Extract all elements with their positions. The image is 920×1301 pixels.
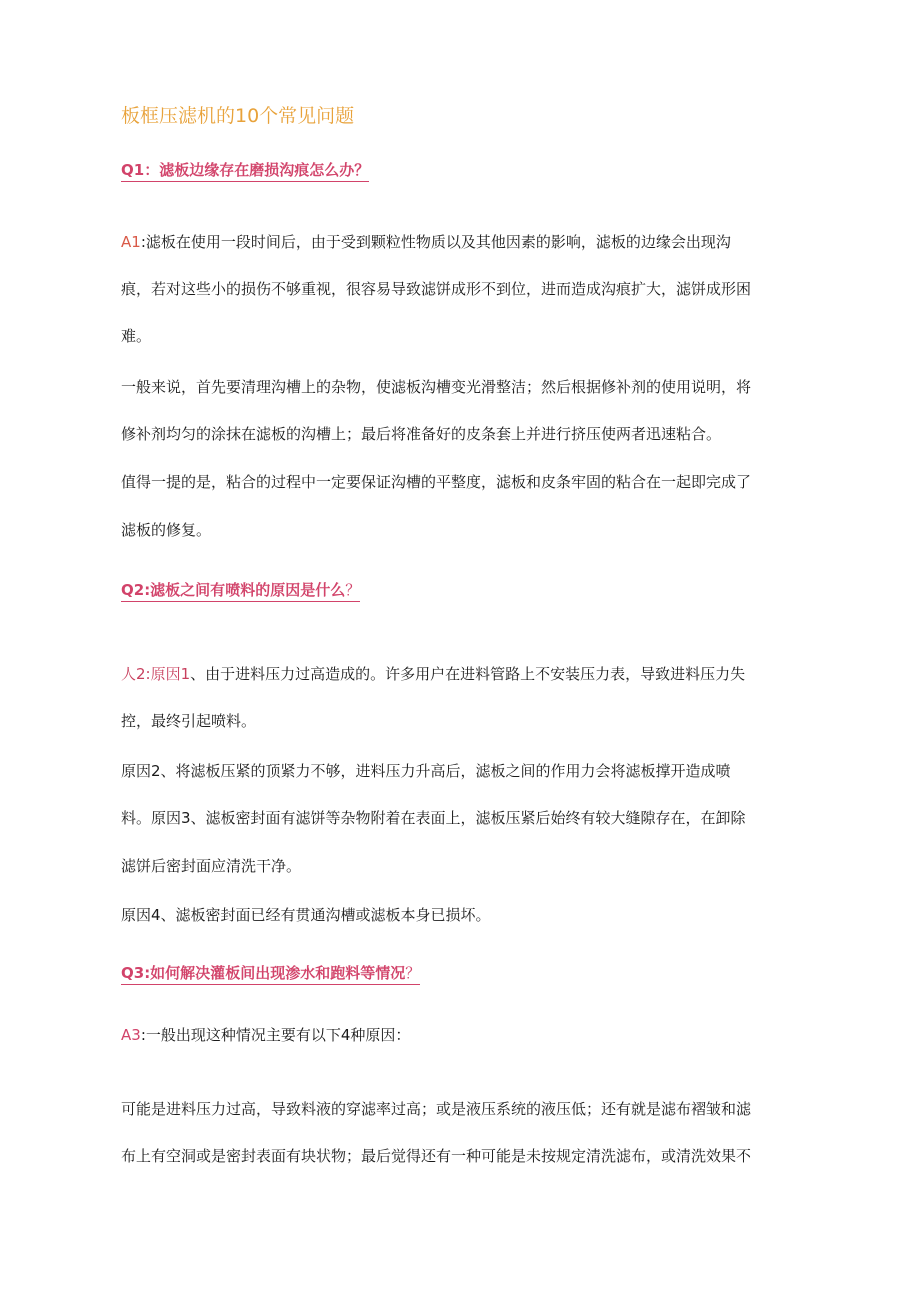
answer-1-line-1 bbox=[121, 232, 731, 252]
answer-3-line-1 bbox=[121, 1025, 410, 1045]
question-2-text: Q2:滤板之间有喷料的原因是什么 bbox=[121, 581, 346, 599]
q2-paragraph-2-line-2: 料。原因3、滤板密封面有滤饼等杂物附着在表面上，滤板压紧后始终有较大缝隙存在，在卸除 bbox=[121, 809, 746, 827]
q1-paragraph-3-line-2: 滤板的修复。 bbox=[121, 521, 212, 539]
question-3 bbox=[121, 963, 420, 985]
answer-2-line-1 bbox=[121, 664, 745, 684]
answer-2-label: 人2:原因1 bbox=[121, 665, 191, 683]
question-1: Q1：滤板边缘存在磨损沟痕怎么办？ bbox=[121, 160, 369, 182]
question-3-mark: ？ bbox=[405, 964, 421, 982]
answer-1-text: :滤板在使用一段时间后，由于受到颗粒性物质以及其他因素的影响，滤板的边缘会出现沟 bbox=[140, 233, 731, 251]
answer-3-label: A3 bbox=[121, 1026, 141, 1044]
answer-1-label: A1 bbox=[121, 233, 141, 251]
q1-paragraph-2-line-2: 修补剂均匀的涂抹在滤板的沟槽上；最后将准备好的皮条套上并进行挤压使两者迅速粘合。 bbox=[121, 425, 722, 443]
answer-1-line-2: 痕，若对这些小的损伤不够重视，很容易导致滤饼成形不到位，进而造成沟痕扩大，滤饼成形困 bbox=[121, 280, 752, 298]
answer-3-text: :一般出现这种情况主要有以下4种原因： bbox=[140, 1026, 411, 1044]
q2-paragraph-2-line-3: 滤饼后密封面应清洗干净。 bbox=[121, 857, 302, 875]
answer-2-line-2: 控，最终引起喷料。 bbox=[121, 712, 257, 730]
q3-paragraph-2-line-1: 可能是进料压力过高，导致料液的穿滤率过高；或是液压系统的液压低；还有就是滤布褶皱和滤 bbox=[121, 1100, 752, 1118]
q2-paragraph-3-line-1: 原因4、滤板密封面已经有贯通沟槽或滤板本身已损坏。 bbox=[121, 906, 491, 924]
question-2-mark: ？ bbox=[345, 581, 361, 599]
answer-1-line-3: 难。 bbox=[121, 327, 152, 345]
document-title: 板框压滤机的10个常见问题 bbox=[121, 105, 355, 127]
question-2 bbox=[121, 580, 360, 602]
question-3-text: Q3:如何解决灌板间出现渗水和跑料等情况 bbox=[121, 964, 406, 982]
q1-paragraph-2-line-1: 一般来说，首先要清理沟槽上的杂物，使滤板沟槽变光滑整洁；然后根据修补剂的使用说明，将 bbox=[121, 378, 752, 396]
answer-2-text: 、由于进料压力过高造成的。许多用户在进料管路上不安装压力表，导致进料压力失 bbox=[190, 665, 746, 683]
q3-paragraph-2-line-2: 布上有空洞或是密封表面有块状物；最后觉得还有一种可能是未按规定清洗滤布，或清洗效果不 bbox=[121, 1147, 752, 1165]
q1-paragraph-3-line-1: 值得一提的是，粘合的过程中一定要保证沟槽的平整度，滤板和皮条牢固的粘合在一起即完成了 bbox=[121, 473, 752, 491]
q2-paragraph-2-line-1: 原因2、将滤板压紧的顶紧力不够，进料压力升高后，滤板之间的作用力会将滤板撑开造成喷 bbox=[121, 762, 731, 780]
